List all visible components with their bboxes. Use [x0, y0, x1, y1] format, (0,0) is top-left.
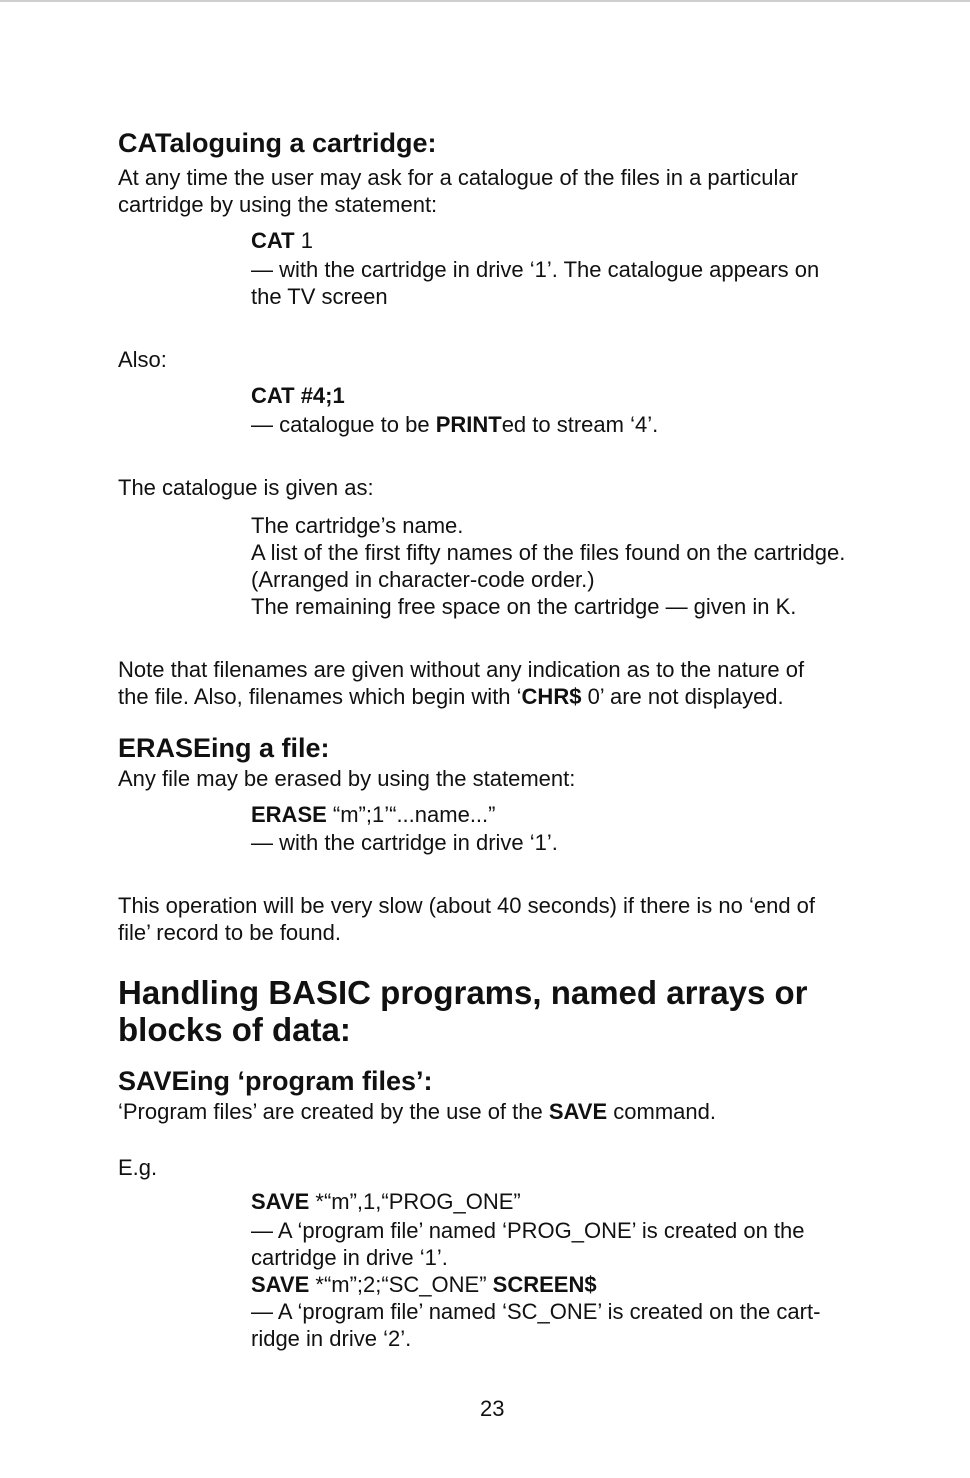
- cat-intro-line2: cartridge by using the statement:: [118, 192, 438, 217]
- heading-cataloguing: CATaloguing a cartridge:: [118, 128, 437, 158]
- cat-command-1: [251, 227, 313, 254]
- save-command-2-desc-line2: ridge in drive ‘2’.: [251, 1326, 412, 1351]
- cat-command-1-desc-line2: the TV screen: [251, 284, 388, 309]
- save-intro-pre: ‘Program files’ are created by the use of the: [118, 1099, 549, 1124]
- page-number: 23: [480, 1396, 505, 1421]
- heading-handling-line1: Handling BASIC programs, named arrays or: [118, 974, 808, 1011]
- save-command-1-desc-line2: cartridge in drive ‘1’.: [251, 1245, 448, 1270]
- erase-note-line2: file’ record to be found.: [118, 920, 341, 945]
- cat-command-2: [251, 382, 345, 409]
- cat-command-2-desc-post: ed to stream ‘4’.: [501, 412, 659, 437]
- erase-argument: “m”;1’“...name...”: [326, 802, 496, 827]
- cat-note-pre: the file. Also, filenames which begin with ‘: [118, 684, 522, 709]
- screen-keyword: SCREEN$: [492, 1272, 597, 1297]
- cat-note-post: 0’ are not displayed.: [581, 684, 784, 709]
- heading-saving: SAVEing ‘program files’:: [118, 1066, 433, 1096]
- save-command-1-argument: *“m”,1,“PROG_ONE”: [309, 1189, 521, 1214]
- save-intro-post: command.: [607, 1099, 716, 1124]
- eg-label: E.g.: [118, 1155, 158, 1180]
- print-keyword: PRINT: [435, 412, 502, 437]
- save-command-2-desc-line1: — A ‘program file’ named ‘SC_ONE’ is created on the cart-: [251, 1299, 821, 1324]
- heading-erasing: ERASEing a file:: [118, 733, 330, 763]
- cat-command-2-desc: [251, 411, 658, 438]
- erase-command-desc: — with the cartridge in drive ‘1’.: [251, 830, 558, 855]
- save-keyword: SAVE: [251, 1272, 310, 1297]
- save-command-2: [251, 1271, 597, 1298]
- cat-note-line1: Note that filenames are given without any indication as to the nature of: [118, 657, 805, 682]
- catalogue-list-item: The remaining free space on the cartridge — given in K.: [251, 594, 797, 619]
- heading-handling-line2: blocks of data:: [118, 1011, 351, 1048]
- save-keyword: SAVE: [251, 1189, 310, 1214]
- erase-intro: Any file may be erased by using the statement:: [118, 766, 576, 791]
- cat-command-1-desc-line1: — with the cartridge in drive ‘1’. The catalogue appears on: [251, 257, 820, 282]
- save-command-1-desc-line1: — A ‘program file’ named ‘PROG_ONE’ is created on the: [251, 1218, 805, 1243]
- save-command-1: [251, 1188, 521, 1215]
- cat-keyword: CAT: [251, 228, 295, 253]
- erase-command: [251, 801, 495, 828]
- catalogue-given-as: The catalogue is given as:: [118, 475, 374, 500]
- save-keyword: SAVE: [548, 1099, 608, 1124]
- catalogue-list-item: The cartridge’s name.: [251, 513, 464, 538]
- erase-note-line1: This operation will be very slow (about 40 seconds) if there is no ‘end of: [118, 893, 816, 918]
- also-label: Also:: [118, 347, 167, 372]
- erase-keyword: ERASE: [251, 802, 327, 827]
- catalogue-list-item: A list of the first fifty names of the files found on the cartridge.: [251, 540, 846, 565]
- save-intro: [118, 1098, 716, 1125]
- cat-command-2-desc-pre: — catalogue to be: [251, 412, 436, 437]
- cat-intro-line1: At any time the user may ask for a catalogue of the files in a particular: [118, 165, 798, 190]
- cat-note-line2: [118, 683, 784, 710]
- cat-stream-keyword: CAT #4;1: [251, 383, 345, 408]
- chr-keyword: CHR$: [521, 684, 582, 709]
- catalogue-list-item: (Arranged in character-code order.): [251, 567, 595, 592]
- cat-argument: 1: [294, 228, 313, 253]
- save-command-2-argument: *“m”;2;“SC_ONE”: [309, 1272, 493, 1297]
